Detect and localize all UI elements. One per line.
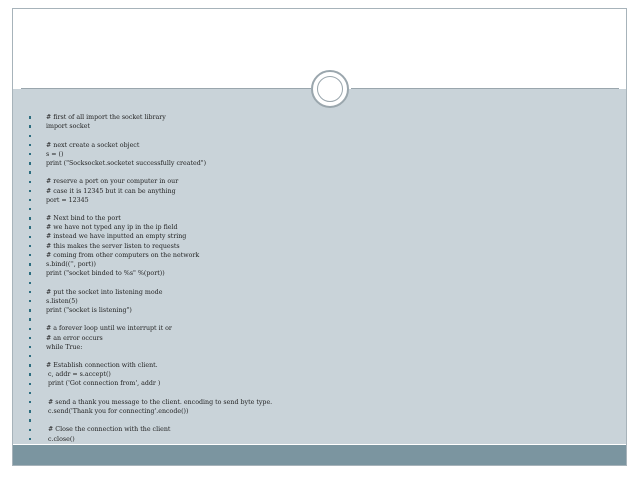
bullet-icon <box>29 429 31 431</box>
bullet-icon <box>29 171 31 173</box>
code-line <box>29 242 609 251</box>
code-line-text: # instead we have inputted an empty string <box>46 233 187 241</box>
code-line-text: # put the socket into listening mode <box>46 288 163 296</box>
code-line-text: print ("Socksocket.socketet successfully created") <box>46 159 207 167</box>
code-line <box>29 425 609 434</box>
code-line-text: print ("socket binded to %s" %(port)) <box>46 270 165 278</box>
bullet-icon <box>29 208 31 210</box>
code-line-text: # an error occurs <box>46 334 103 342</box>
slide-canvas <box>12 8 627 466</box>
code-line <box>29 435 609 444</box>
code-line-text: s = () <box>46 150 64 158</box>
code-line-text: # next create a socket object <box>46 141 140 149</box>
code-line-text: s.listen(5) <box>46 297 78 305</box>
bullet-icon <box>29 438 31 440</box>
code-line <box>29 113 609 122</box>
code-line <box>29 168 609 177</box>
code-line <box>29 150 609 159</box>
bullet-icon <box>29 153 31 155</box>
code-line-text: # case it is 12345 but it can be anything <box>46 187 176 195</box>
code-line <box>29 315 609 324</box>
code-line <box>29 223 609 232</box>
code-line-text: # send a thank you message to the client. encoding to send byte type. <box>46 398 273 406</box>
code-line <box>29 334 609 343</box>
code-line <box>29 131 609 140</box>
code-line <box>29 278 609 287</box>
code-line <box>29 177 609 186</box>
bullet-icon <box>29 236 31 238</box>
bullet-icon <box>29 328 31 330</box>
code-line <box>29 232 609 241</box>
bullet-icon <box>29 190 31 192</box>
code-line <box>29 122 609 131</box>
code-line <box>29 389 609 398</box>
code-line-text: # Establish connection with client. <box>46 362 158 370</box>
code-line-text: print ('Got connection from', addr ) <box>46 380 161 388</box>
bullet-icon <box>29 355 31 357</box>
code-line <box>29 343 609 352</box>
bullet-icon <box>29 392 31 394</box>
code-line <box>29 288 609 297</box>
bullet-icon <box>29 291 31 293</box>
bullet-icon <box>29 300 31 302</box>
bullet-icon <box>29 272 31 274</box>
bullet-icon <box>29 116 31 118</box>
bullet-icon <box>29 199 31 201</box>
code-line-text: s.bind(('', port)) <box>46 261 97 268</box>
bullet-icon <box>29 419 31 421</box>
code-line-text: while True: <box>46 343 83 351</box>
code-line-text: # reserve a port on your computer in our <box>46 178 179 186</box>
code-line-text: # we have not typed any ip in the ip field <box>46 224 178 232</box>
code-line <box>29 141 609 150</box>
code-line <box>29 260 609 269</box>
code-line-text: c.send('Thank you for connecting'.encode()) <box>46 408 189 415</box>
code-line-text: c, addr = s.accept() <box>46 371 111 379</box>
bullet-icon <box>29 337 31 339</box>
bullet-icon <box>29 181 31 183</box>
code-line <box>29 379 609 388</box>
bullet-icon <box>29 410 31 412</box>
code-line <box>29 196 609 205</box>
bullet-icon <box>29 263 31 265</box>
bullet-icon <box>29 401 31 403</box>
decorative-circle-icon <box>311 70 349 108</box>
bullet-icon <box>29 309 31 311</box>
header-divider-left <box>21 88 311 89</box>
code-line <box>29 205 609 214</box>
code-line-text: # Close the connection with the client <box>46 426 171 434</box>
bullet-icon <box>29 144 31 146</box>
bullet-icon <box>29 226 31 228</box>
bullet-icon <box>29 318 31 320</box>
code-line <box>29 251 609 260</box>
code-line <box>29 361 609 370</box>
code-line-text: # first of all import the socket library <box>46 114 166 121</box>
code-line <box>29 352 609 361</box>
code-line <box>29 398 609 407</box>
code-line-text: port = 12345 <box>46 196 89 204</box>
code-line <box>29 187 609 196</box>
code-line-text: # this makes the server listen to requests <box>46 242 180 250</box>
bullet-icon <box>29 162 31 164</box>
bullet-icon <box>29 364 31 366</box>
bullet-icon <box>29 245 31 247</box>
footer-bar <box>13 445 626 465</box>
code-line-text: # a forever loop until we interrupt it or <box>46 325 172 333</box>
code-line-text: print ("socket is listening") <box>46 306 132 314</box>
code-bullet-list <box>29 113 609 462</box>
bullet-icon <box>29 282 31 284</box>
code-line-text: # Next bind to the port <box>46 215 121 223</box>
bullet-icon <box>29 373 31 375</box>
bullet-icon <box>29 125 31 127</box>
header-divider-right <box>351 88 619 89</box>
code-line <box>29 370 609 379</box>
bullet-icon <box>29 383 31 385</box>
code-line <box>29 214 609 223</box>
code-line-text: c.close() <box>46 435 75 443</box>
bullet-icon <box>29 135 31 137</box>
code-line <box>29 306 609 315</box>
decorative-inner-circle <box>317 76 343 102</box>
code-line-text: # coming from other computers on the network <box>46 251 200 259</box>
bullet-icon <box>29 346 31 348</box>
code-line <box>29 297 609 306</box>
code-line <box>29 324 609 333</box>
code-line <box>29 407 609 416</box>
code-line <box>29 159 609 168</box>
bullet-icon <box>29 254 31 256</box>
bullet-icon <box>29 217 31 219</box>
code-line <box>29 416 609 425</box>
code-line <box>29 269 609 278</box>
code-line-text: import socket <box>46 123 90 131</box>
